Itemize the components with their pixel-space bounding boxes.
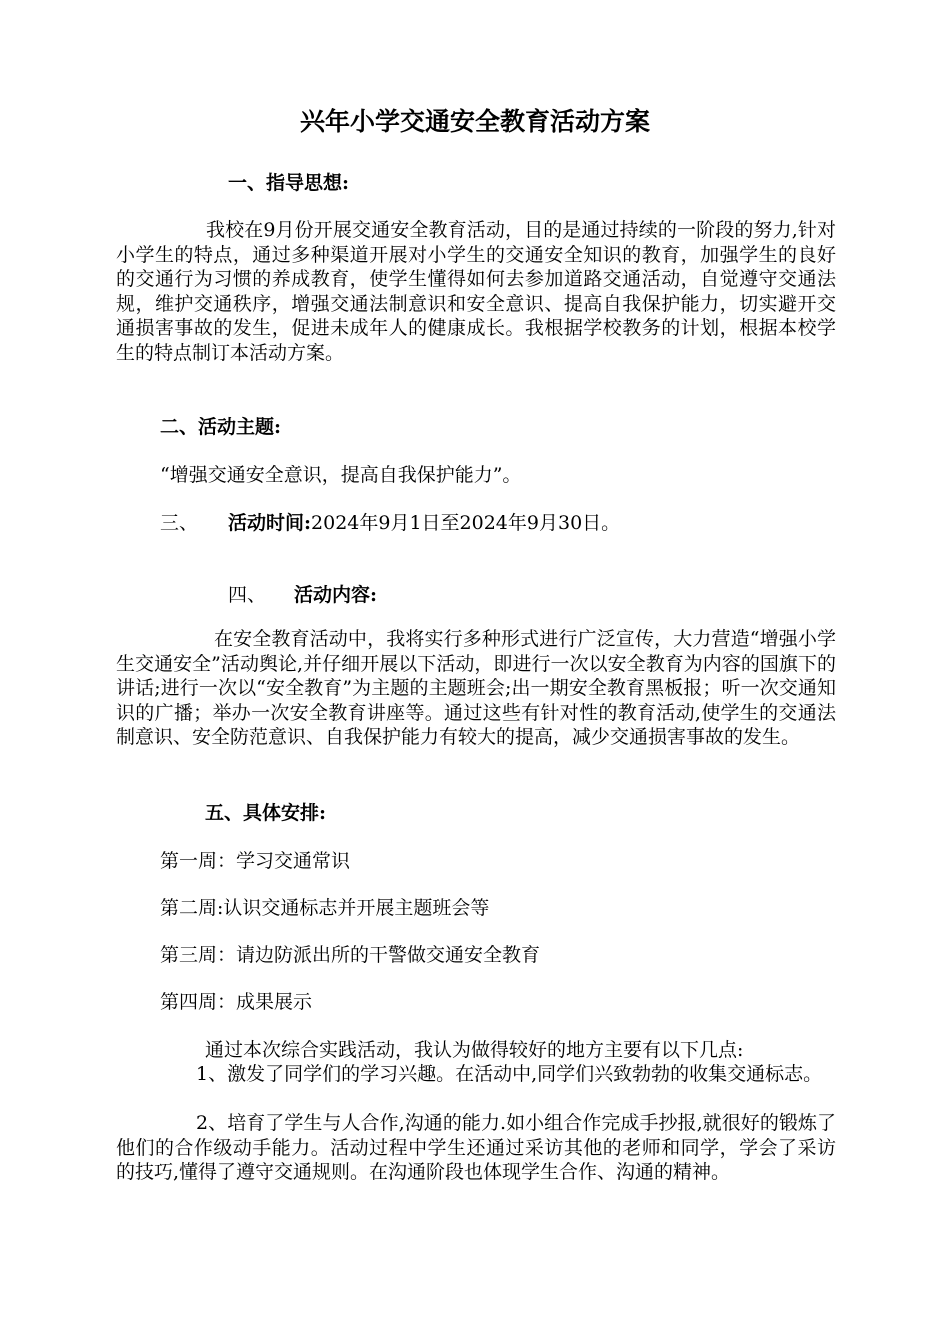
section-5-heading: 五、具体安排: <box>205 802 327 824</box>
section-4-heading: 活动内容: <box>294 584 378 606</box>
section-4-prefix: 四、 <box>228 584 267 606</box>
section-2-body: “增强交通安全意识，提高自我保护能力”。 <box>160 464 522 486</box>
section-3-body: 2024年9月1日至2024年9月30日。 <box>311 512 621 534</box>
section-1-body: 我校在9月份开展交通安全教育活动，目的是通过持续的一阶段的努力,针对小学生的特点，通过多种渠道开展对小学生的交通安全知识的教育，加强学生的良好的交通行为习惯的养成教育，使学生懂得如何去参加道路交通活动，自觉遵守交通法规，维护交通秩序，增强交通法制意识和安全意识、提高自我保护能力，切实避开交通损害事故的发生，促进未成年人的健康成长。我根据学校教务的计划，根据本校学生的特点制订本活动方案。 <box>116 219 836 364</box>
week-3-item: 第三周：请边防派出所的干警做交通安全教育 <box>160 944 541 966</box>
summary-point-2: 2、培育了学生与人合作,沟通的能力.如小组合作完成手抄报,就很好的锻炼了他们的合作级动手能力。活动过程中学生还通过采访其他的老师和同学，学会了采访的技巧,懂得了遵守交通规则。在沟通阶段也体现学生合作、沟通的精神。 <box>116 1112 836 1183</box>
section-2-heading: 二、活动主题: <box>160 416 282 438</box>
document-title: 兴年小学交通安全教育活动方案 <box>299 107 650 136</box>
section-1-heading: 一、指导思想: <box>228 172 350 194</box>
section-4-body: 在安全教育活动中，我将实行多种形式进行广泛宣传，大力营造“增强小学生交通安全”活动舆论,并仔细开展以下活动，即进行一次以安全教育为内容的国旗下的讲话;进行一次以“安全教育”为主题的主题班会;出一期安全教育黑板报；听一次交通知识的广播；举办一次安全教育讲座等。通过这些有针对性的教育活动,使学生的交通法制意识、安全防范意识、自我保护能力有较大的提高，减少交通损害事故的发生。 <box>116 628 836 748</box>
section-3-line <box>160 510 620 536</box>
summary-intro: 通过本次综合实践活动，我认为做得较好的地方主要有以下几点: <box>205 1039 744 1061</box>
week-4-item: 第四周：成果展示 <box>160 991 313 1013</box>
week-1-item: 第一周：学习交通常识 <box>160 850 351 872</box>
section-4-line <box>228 582 377 608</box>
week-2-item: 第二周:认识交通标志并开展主题班会等 <box>160 897 490 919</box>
summary-point-1: 1、激发了同学们的学习兴趣。在活动中,同学们兴致勃勃的收集交通标志。 <box>196 1063 823 1085</box>
section-3-prefix: 三、 <box>160 512 199 534</box>
section-3-heading: 活动时间: <box>228 512 312 534</box>
